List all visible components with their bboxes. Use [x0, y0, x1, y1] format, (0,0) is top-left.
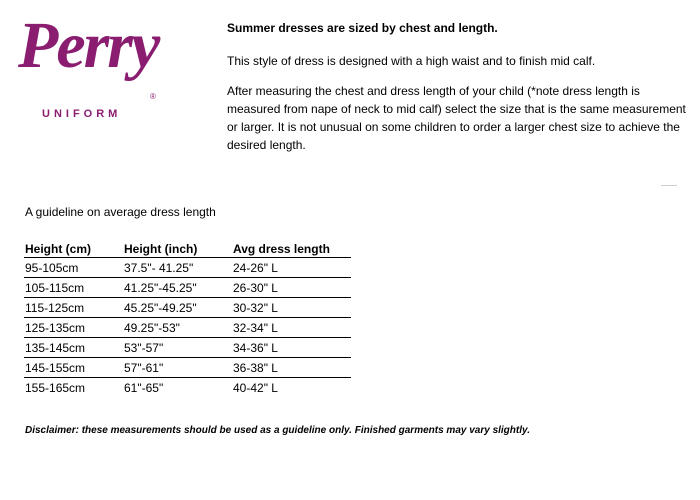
cell-height-inch: 61"-65": [124, 380, 164, 395]
cell-height-inch: 37.5"- 41.25": [123, 258, 232, 278]
logo-brand-text: Perry: [18, 9, 159, 82]
cell-height-cm: 95-105cm: [24, 258, 123, 278]
intro-paragraph-2: After measuring the chest and dress length of your child (*note dress length is measured from nape of neck to mid calf) select the size that is the same measurement or larger. It is not unusual on some children to order a larger chest size to achieve the desired length.: [227, 84, 686, 152]
divider: [661, 185, 677, 186]
intro-heading: Summer dresses are sized by chest and length.: [227, 21, 498, 35]
cell-height-cm: 155-165cm: [25, 380, 86, 395]
table-row: [24, 358, 351, 378]
table-header-row: [24, 240, 351, 258]
guideline-title: A guideline on average dress length: [25, 205, 216, 219]
disclaimer-text: Disclaimer: these measurements should be used as a guideline only. Finished garments may vary slightly.: [25, 425, 530, 436]
table-row: [24, 318, 351, 338]
table-row: [24, 338, 351, 358]
perry-uniform-logo: [14, 9, 164, 124]
cell-height-cm: 105-115cm: [24, 278, 123, 298]
logo-subtitle: UNIFORM: [42, 108, 122, 120]
cell-height-inch: 53"-57": [123, 338, 232, 358]
cell-height-inch: 49.25"-53": [123, 318, 232, 338]
logo-registered-mark: ®: [150, 92, 156, 101]
cell-height-cm: 135-145cm: [24, 338, 123, 358]
table-row: [24, 298, 351, 318]
cell-dress-length: 40-42" L: [233, 380, 278, 395]
cell-height-inch: 57"-61": [123, 358, 232, 378]
size-table: [24, 240, 351, 397]
table-row: [24, 378, 351, 398]
intro-paragraph-1: This style of dress is designed with a high waist and to finish mid calf.: [227, 54, 596, 68]
cell-height-cm: 145-155cm: [24, 358, 123, 378]
cell-dress-length: 30-32" L: [232, 298, 351, 318]
cell-height-cm: 125-135cm: [24, 318, 123, 338]
cell-dress-length: 26-30" L: [232, 278, 351, 298]
table-row: [24, 278, 351, 298]
header-avg-dress-length: Avg dress length: [232, 240, 351, 258]
cell-height-inch: 45.25"-49.25": [123, 298, 232, 318]
cell-dress-length: 24-26" L: [232, 258, 351, 278]
table-row: [24, 258, 351, 278]
header-height-inch: Height (inch): [123, 240, 232, 258]
header-height-cm: Height (cm): [24, 240, 123, 258]
cell-dress-length: 32-34" L: [232, 318, 351, 338]
cell-height-inch: 41.25"-45.25": [123, 278, 232, 298]
cell-height-cm: 115-125cm: [24, 298, 123, 318]
intro-section: [227, 19, 687, 154]
cell-dress-length: 34-36" L: [232, 338, 351, 358]
cell-dress-length: 36-38" L: [232, 358, 351, 378]
